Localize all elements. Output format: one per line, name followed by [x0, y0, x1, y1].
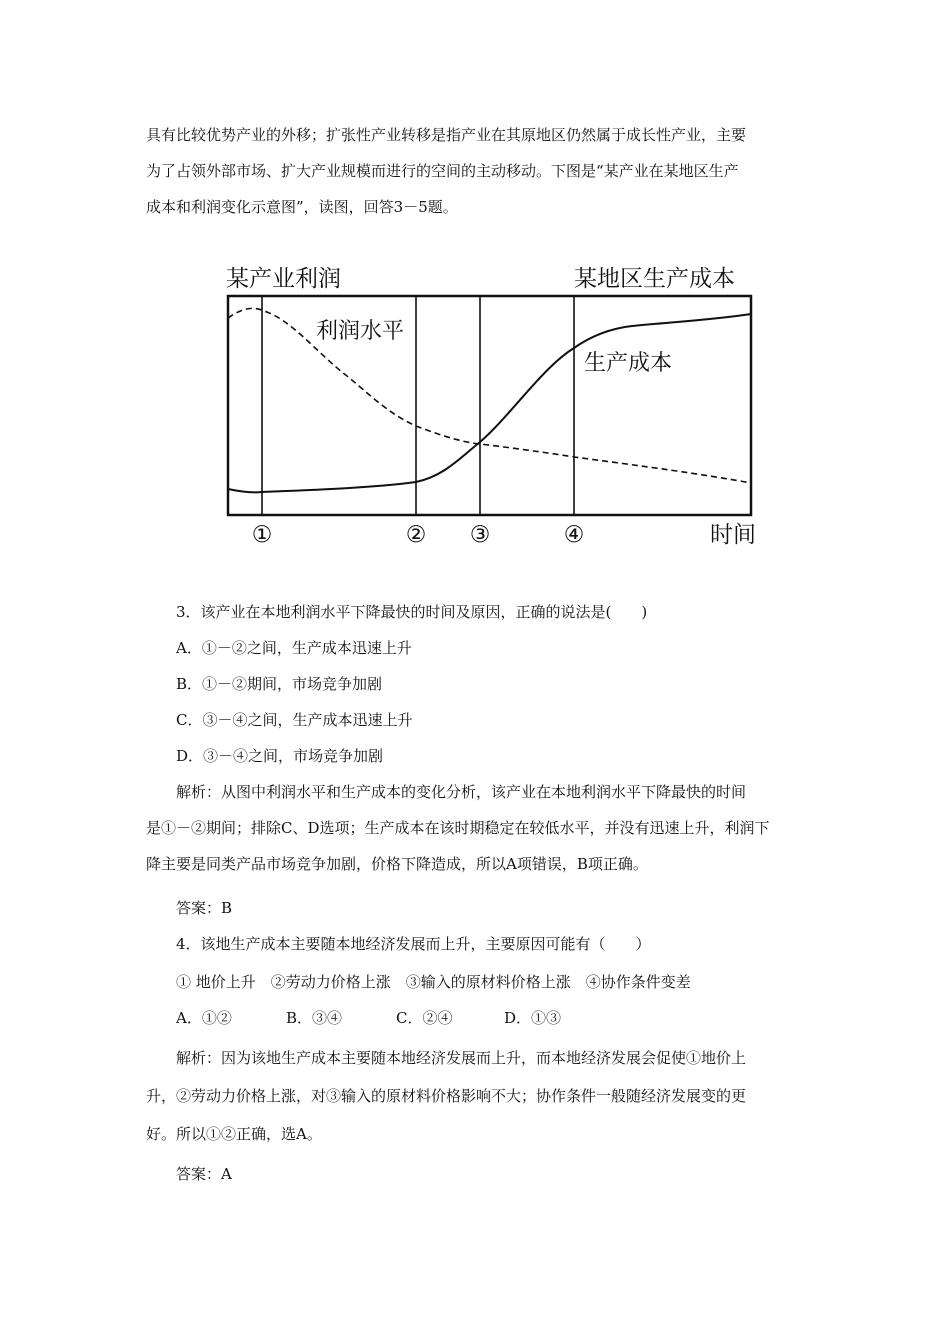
q3-analysis-line-2: 是①－②期间；排除C、D选项；生产成本在该时期稳定在较低水平，并没有迅速上升，利润下 — [146, 819, 770, 837]
intro-line-3: 成本和利润变化示意图”，读图，回答3－5题。 — [146, 198, 458, 216]
q4-analysis-line-3: 好。所以①②正确，选A。 — [146, 1125, 322, 1143]
q4-option-d: D．①③ — [504, 1009, 562, 1027]
intro-line-1: 具有比较优势产业的外移；扩张性产业转移是指产业在其原地区仍然属于成长性产业，主要 — [146, 126, 747, 144]
marker-label-4: ④ — [563, 522, 585, 548]
right-axis-title: 某地区生产成本 — [574, 266, 735, 292]
diagram-frame — [228, 296, 751, 515]
industry-cost-profit-diagram — [222, 258, 762, 554]
q3-option-b: B．①－②期间，市场竞争加剧 — [176, 675, 383, 693]
q4-option-c: C．②④ — [396, 1009, 453, 1027]
q4-analysis-line-2: 升，②劳动力价格上涨，对③输入的原材料价格影响不大；协作条件一般随经济发展变的更 — [146, 1087, 747, 1105]
profit-curve — [228, 308, 751, 483]
x-axis-label: 时间 — [710, 522, 756, 548]
q3-answer: 答案：B — [176, 899, 233, 917]
q3-option-d: D．③－④之间，市场竞争加剧 — [176, 747, 384, 765]
cost-curve-label: 生产成本 — [584, 351, 673, 376]
q4-analysis-line-1: 解析：因为该地生产成本主要随本地经济发展而上升，而本地经济发展会促使①地价上 — [176, 1049, 747, 1067]
q3-option-a: A．①－②之间，生产成本迅速上升 — [176, 639, 412, 657]
marker-label-3: ③ — [469, 522, 491, 548]
marker-label-2: ② — [405, 522, 427, 548]
q3-option-c: C．③－④之间，生产成本迅速上升 — [176, 711, 413, 729]
intro-line-2: 为了占领外部市场、扩大产业规模而进行的空间的主动移动。下图是“某产业在某地区生产 — [146, 162, 739, 180]
q4-option-a: A．①② — [176, 1009, 232, 1027]
left-axis-title: 某产业利润 — [226, 266, 341, 292]
q4-items: ① 地价上升 ②劳动力价格上涨 ③输入的原材料价格上涨 ④协作条件变差 — [176, 973, 691, 991]
q4-stem: 4．该地生产成本主要随本地经济发展而上升，主要原因可能有（ ） — [176, 935, 651, 953]
q3-stem: 3．该产业在本地利润水平下降最快的时间及原因，正确的说法是( ) — [176, 603, 648, 621]
profit-curve-label: 利润水平 — [316, 319, 405, 344]
q3-analysis-line-3: 降主要是同类产品市场竞争加剧，价格下降造成，所以A项错误，B项正确。 — [146, 855, 648, 873]
q4-option-b: B．③④ — [286, 1009, 343, 1027]
q4-answer: 答案：A — [176, 1165, 232, 1183]
q3-analysis-line-1: 解析：从图中利润水平和生产成本的变化分析，该产业在本地利润水平下降最快的时间 — [176, 783, 747, 801]
marker-label-1: ① — [251, 522, 273, 548]
